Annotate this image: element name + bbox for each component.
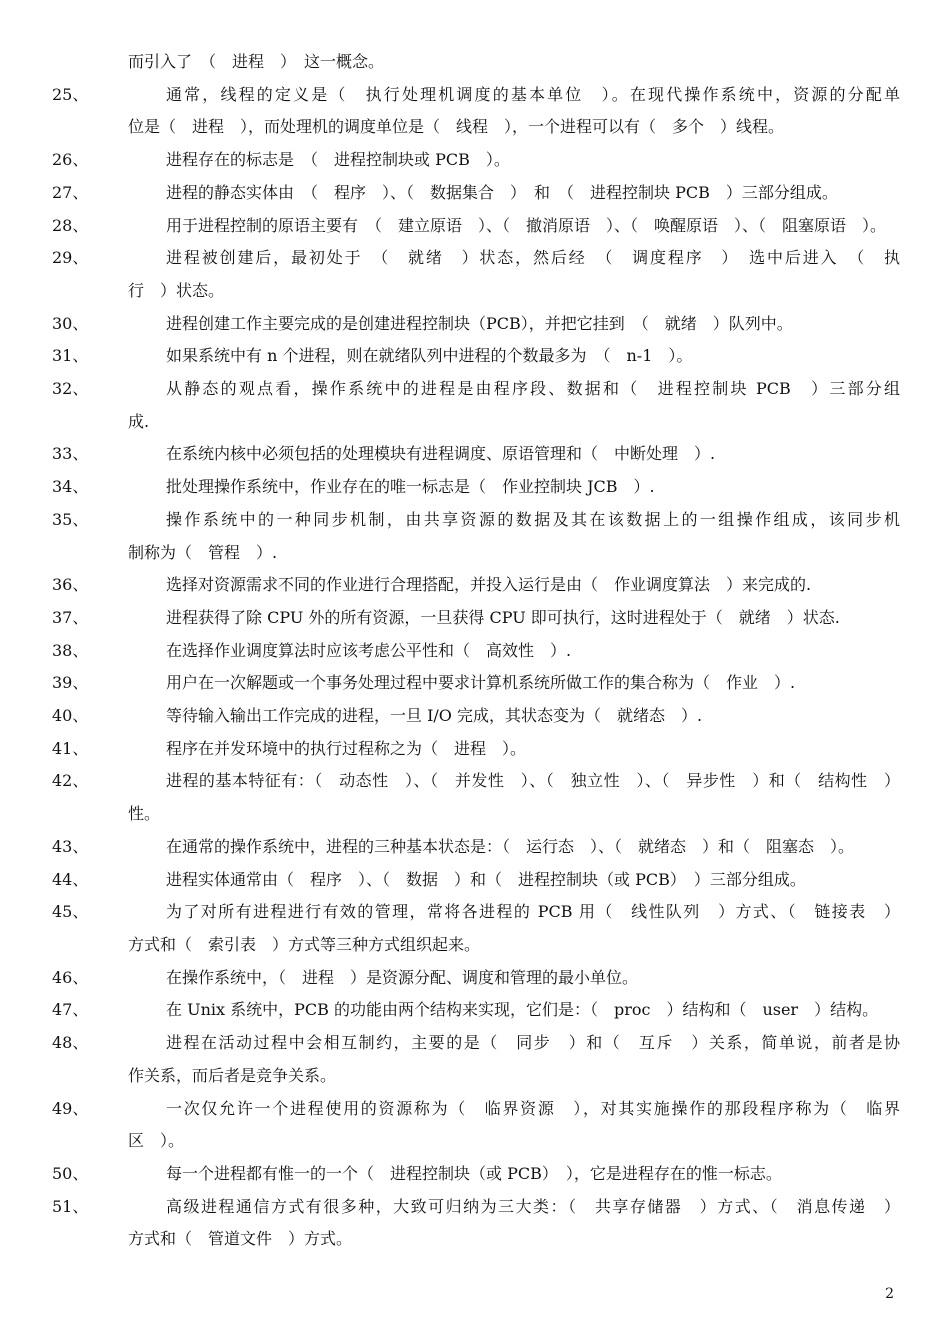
question-text: 选择对资源需求不同的作业进行合理搭配，并投入运行是由（ 作业调度算法 ）来完成的.	[166, 575, 812, 595]
question-text: 区 ）。	[128, 1131, 185, 1151]
question-line	[52, 962, 900, 995]
question-text: 进程获得了除 CPU 外的所有资源，一旦获得 CPU 即可执行，这时进程处于（ 就绪 ）状态.	[166, 607, 840, 627]
question-number: 36、	[52, 575, 89, 595]
question-line	[52, 79, 900, 112]
question-number: 44、	[52, 869, 89, 889]
question-line	[52, 177, 900, 210]
question-number: 37、	[52, 607, 89, 627]
question-number: 27、	[52, 182, 89, 202]
question-text: 方式和（ 管道文件 ）方式。	[128, 1229, 353, 1249]
question-number: 41、	[52, 738, 89, 758]
question-continuation-line	[52, 537, 900, 570]
question-number: 39、	[52, 673, 89, 693]
question-line	[52, 635, 900, 668]
question-text: 从静态的观点看，操作系统中的进程是由程序段、数据和（ 进程控制块 PCB ）三部分组	[166, 379, 900, 399]
question-line	[52, 1027, 900, 1060]
question-text: 性。	[128, 804, 161, 824]
question-text: 用于进程控制的原语主要有 （ 建立原语 ）、（ 撤消原语 ）、（ 唤醒原语 ）、（ 阻塞原语 ）。	[166, 215, 887, 235]
question-continuation-line	[52, 798, 900, 831]
question-text: 进程的基本特征有：（ 动态性 ）、（ 并发性 ）、（ 独立性 ）、（ 异步性 ）和（ 结构性 ）	[166, 771, 900, 791]
question-number: 29、	[52, 248, 89, 268]
question-number: 30、	[52, 313, 89, 333]
question-number: 48、	[52, 1033, 89, 1053]
question-line	[52, 1158, 900, 1191]
question-text: 为了对所有进程进行有效的管理，常将各进程的 PCB 用（ 线性队列 ）方式、（ 链接表 ）	[166, 902, 900, 922]
question-text: 如果系统中有 n 个进程，则在就绪队列中进程的个数最多为 （ n-1 ）。	[166, 346, 693, 366]
question-text: 用户在一次解题或一个事务处理过程中要求计算机系统所做工作的集合称为（ 作业 ）.	[166, 673, 796, 693]
question-line	[52, 373, 900, 406]
question-text: 在选择作业调度算法时应该考虑公平性和（ 高效性 ）.	[166, 640, 572, 660]
question-continuation-line	[52, 111, 900, 144]
question-text: 方式和（ 索引表 ）方式等三种方式组织起来。	[128, 934, 481, 954]
question-text: 作关系，而后者是竞争关系。	[128, 1065, 337, 1085]
question-line	[52, 1093, 900, 1126]
question-text: 行 ）状态。	[128, 280, 225, 300]
question-number: 33、	[52, 444, 89, 464]
question-line	[52, 144, 900, 177]
question-number: 43、	[52, 836, 89, 856]
question-line	[52, 864, 900, 897]
question-text: 在 Unix 系统中，PCB 的功能由两个结构来实现，它们是：（ proc ）结构和（ user ）结构。	[166, 1000, 879, 1020]
question-number: 31、	[52, 346, 89, 366]
question-text: 进程被创建后，最初处于 （ 就绪 ）状态，然后经 （ 调度程序 ） 选中后进入 （ 执	[166, 248, 900, 268]
question-line	[52, 994, 900, 1027]
question-line	[52, 831, 900, 864]
question-text: 程序在并发环境中的执行过程称之为（ 进程 ）。	[166, 738, 527, 758]
question-text: 批处理操作系统中，作业存在的唯一标志是（ 作业控制块 JCB ）.	[166, 477, 655, 497]
question-text: 制称为（ 管程 ）.	[128, 542, 278, 562]
question-text: 高级进程通信方式有很多种，大致可归纳为三大类：（ 共享存储器 ）方式、（ 消息传递 ）	[166, 1196, 900, 1216]
question-text: 每一个进程都有惟一的一个（ 进程控制块（或 PCB） ），它是进程存在的惟一标志。	[166, 1163, 782, 1183]
question-continuation-line	[52, 46, 900, 79]
question-text: 进程的静态实体由 （ 程序 ）、（ 数据集合 ） 和 （ 进程控制块 PCB ）三部分组成。	[166, 182, 838, 202]
question-text: 位是（ 进程 ），而处理机的调度单位是（ 线程 ），一个进程可以有（ 多个 ）线程。	[128, 117, 785, 137]
question-text: 进程创建工作主要完成的是创建进程控制块（PCB），并把它挂到 （ 就绪 ）队列中。	[166, 313, 793, 333]
question-list	[52, 46, 900, 1256]
question-number: 46、	[52, 967, 89, 987]
question-text: 而引入了 （ 进程 ） 这一概念。	[128, 52, 385, 71]
question-number: 34、	[52, 477, 89, 497]
question-line	[52, 602, 900, 635]
question-number: 35、	[52, 509, 89, 529]
question-number	[52, 798, 128, 831]
question-line	[52, 569, 900, 602]
question-number	[52, 1060, 128, 1093]
question-text: 进程实体通常由（ 程序 ）、（ 数据 ）和（ 进程控制块（或 PCB） ）三部分组成。	[166, 869, 806, 889]
question-number	[52, 929, 128, 962]
question-number: 50、	[52, 1163, 89, 1183]
question-number	[52, 1223, 128, 1256]
question-number	[52, 275, 128, 308]
question-line	[52, 765, 900, 798]
question-line	[52, 438, 900, 471]
question-text: 在系统内核中必须包括的处理模块有进程调度、原语管理和（ 中断处理 ）.	[166, 444, 716, 464]
page-number: 2	[885, 1286, 894, 1302]
question-text: 在通常的操作系统中，进程的三种基本状态是：（ 运行态 ）、（ 就绪态 ）和（ 阻塞态 ）。	[166, 836, 855, 856]
question-continuation-line	[52, 1223, 900, 1256]
question-line	[52, 733, 900, 766]
question-line	[52, 504, 900, 537]
question-number: 42、	[52, 771, 89, 791]
question-number	[52, 1125, 128, 1158]
question-number: 26、	[52, 150, 89, 170]
question-number: 25、	[52, 84, 89, 104]
question-number: 45、	[52, 902, 89, 922]
question-number: 47、	[52, 1000, 89, 1020]
question-continuation-line	[52, 929, 900, 962]
question-number	[52, 537, 128, 570]
question-text: 在操作系统中，（ 进程 ）是资源分配、调度和管理的最小单位。	[166, 967, 639, 987]
question-number	[52, 46, 128, 79]
question-number: 51、	[52, 1196, 89, 1216]
question-number: 49、	[52, 1098, 89, 1118]
question-number: 28、	[52, 215, 89, 235]
question-line	[52, 667, 900, 700]
question-text: 一次仅允许一个进程使用的资源称为（ 临界资源 ），对其实施操作的那段程序称为（ 临界	[166, 1098, 900, 1118]
question-number: 38、	[52, 640, 89, 660]
question-number: 32、	[52, 379, 89, 399]
question-continuation-line	[52, 275, 900, 308]
question-continuation-line	[52, 1125, 900, 1158]
question-text: 进程在活动过程中会相互制约，主要的是（ 同步 ）和（ 互斥 ）关系，简单说，前者是协	[166, 1033, 900, 1053]
question-text: 通常，线程的定义是（ 执行处理机调度的基本单位 ）。在现代操作系统中，资源的分配单	[166, 84, 900, 104]
question-text: 操作系统中的一种同步机制，由共享资源的数据及其在该数据上的一组操作组成，该同步机	[166, 509, 900, 529]
question-text: 进程存在的标志是 （ 进程控制块或 PCB ）。	[166, 150, 510, 170]
question-text: 成.	[128, 411, 150, 431]
question-line	[52, 1191, 900, 1224]
question-line	[52, 210, 900, 243]
question-line	[52, 896, 900, 929]
question-number	[52, 111, 128, 144]
question-line	[52, 340, 900, 373]
question-number	[52, 406, 128, 439]
question-line	[52, 308, 900, 341]
question-continuation-line	[52, 1060, 900, 1093]
question-text: 等待输入输出工作完成的进程，一旦 I/O 完成，其状态变为（ 就绪态 ）.	[166, 706, 703, 726]
question-continuation-line	[52, 406, 900, 439]
question-number: 40、	[52, 706, 89, 726]
question-line	[52, 242, 900, 275]
question-line	[52, 700, 900, 733]
question-line	[52, 471, 900, 504]
